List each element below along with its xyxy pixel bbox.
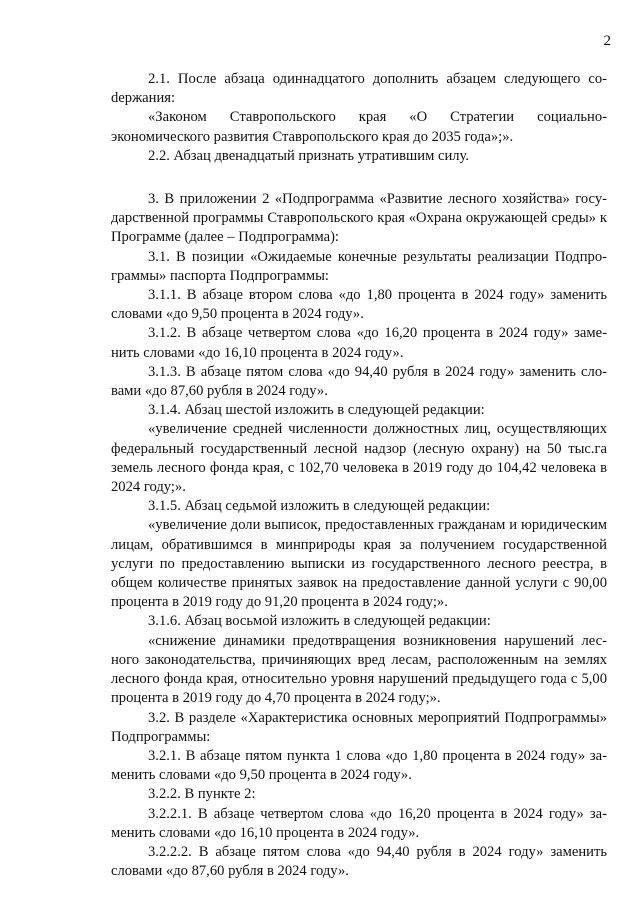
paragraph-3-1: 3.1. В позиции «Ожидаемые конечные результаты реализации Подпрограммы» паспорта Подпрограммы:: [111, 248, 607, 284]
paragraph-3-2-2: 3.2.2. В пункте 2:: [148, 786, 256, 803]
paragraph-3-1-5-text: «увеличение доли выписок, предоставленных гражданам и юридическим лицам, обратившимся в минприроды края за получением государственной услуги по предоставлению выписки из государственного лесного реестра, в общем количестве принятых заявок на предоставление данной услуги с 90,00 процента в 2019 году до 91,20 процента в 2024 году;».: [111, 517, 607, 611]
page-number: 2: [603, 33, 611, 49]
paragraph-3-2-2-1: 3.2.2.1. В абзаце четвертом слова «до 16,20 процента в 2024 году» заменить словами «до 16,10 процента в 2024 году».: [111, 805, 607, 841]
paragraph-2-1: 2.1. После абзаца одиннадцатого дополнить абзацем следующего соdержания:: [111, 71, 607, 107]
paragraph-3-2: 3.2. В разделе «Характеристика основных мероприятий Подпрограммы» Подпрограммы:: [111, 709, 607, 745]
paragraph-3-1-6: 3.1.6. Абзац восьмой изложить в следующей редакции:: [148, 613, 491, 630]
paragraph-3-1-1: 3.1.1. В абзаце втором слова «до 1,80 процента в 2024 году» заменить словами «до 9,50 процента в 2024 году».: [111, 287, 607, 323]
paragraph-3-1-6-text: «снижение динамики предотвращения возникновения нарушений лесного законодательства, причиняющих вред лесам, расположенным на землях лесного фонда края, относительно уровня нарушений предыдущего года с 5,00 процента в 2019 году до 4,70 процента в 2024 году;».: [111, 632, 607, 707]
paragraph-3-1-4-text: «увеличение средней численности должностных лиц, осуществляющих федеральный государственный лесной надзор (лесную охрану) на 50 тыс.га земель лесного фонда края, с 102,70 человека в 2019 году до 104,42 человека в 2024 году;».: [111, 421, 607, 496]
paragraph-3-2-2-2: 3.2.2.2. В абзаце пятом слова «до 94,40 рубля в 2024 году» заменить словами «до 87,60 рубля в 2024 году».: [111, 843, 607, 880]
paragraph-3-2-1: 3.2.1. В абзаце пятом пункта 1 слова «до 1,80 процента в 2024 году» заменить словами «до 9,50 процента в 2024 году».: [111, 747, 607, 784]
paragraph-3-1-4: 3.1.4. Абзац шестой изложить в следующей редакции:: [148, 402, 485, 419]
paragraph-3-1-3: 3.1.3. В абзаце пятом слова «до 94,40 рубля в 2024 году» заменить словами «до 87,60 рубля в 2024 году».: [111, 363, 607, 400]
paragraph-3-1-2: 3.1.2. В абзаце четвертом слова «до 16,20 процента в 2024 году» заменить словами «до 16,10 процента в 2024 году».: [111, 325, 607, 361]
paragraph-2-2: 2.2. Абзац двенадцатый признать утратившим силу.: [148, 147, 470, 164]
paragraph-3-1-5: 3.1.5. Абзац седьмой изложить в следующей редакции:: [148, 498, 491, 515]
paragraph-2-1-quote: «Законом Ставропольского края «О Стратегии социально-экономического развития Ставропольского края до 2035 года»;».: [111, 109, 607, 145]
document-body: [111, 70, 607, 881]
paragraph-3: 3. В приложении 2 «Подпрограмма «Развитие лесного хозяйства» государственной программы Ставропольского края «Охрана окружающей среды» к Программе (далее – Подпрограмма):: [111, 191, 607, 246]
